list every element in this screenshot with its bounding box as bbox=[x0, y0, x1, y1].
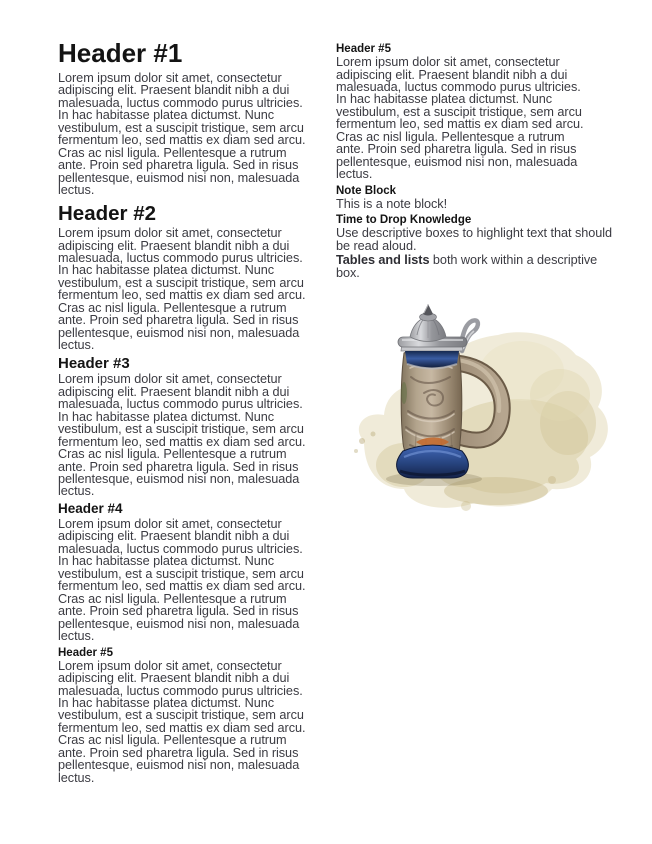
paragraph: Lorem ipsum dolor sit amet, consectetur adipiscing elit. Praesent blandit nibh a dui malesuada, luctus commodo purus ultricies. In hac habitasse platea dictumst. Nunc vestibulum, est a suscipit tristique, sem arcu fermentum leo, sed mattis ex diam sed arcu. Cras ac nisl ligula. Pellentesque a rutrum ante. Proin sed pharetra ligula. Sed in risus pellentesque, euismod nisi non, malesuada lectus. bbox=[58, 658, 306, 785]
heading-2: Header #2 bbox=[58, 201, 157, 225]
section-header-2 bbox=[58, 203, 312, 352]
right-column bbox=[336, 40, 613, 280]
section-header-1 bbox=[58, 40, 312, 197]
knowledge-label: Time to Drop Knowledge bbox=[336, 214, 472, 227]
watercolor-wash bbox=[354, 332, 608, 511]
heading-1: Header #1 bbox=[58, 38, 183, 68]
tables-sentence bbox=[336, 254, 614, 279]
note-block-text: This is a note block! bbox=[336, 196, 448, 211]
beer-stein-svg bbox=[346, 293, 622, 517]
section-header-5 bbox=[58, 647, 312, 785]
heading-4: Header #4 bbox=[58, 500, 123, 516]
stein-lid bbox=[398, 304, 467, 347]
section-header-3 bbox=[58, 356, 312, 498]
paragraph: Lorem ipsum dolor sit amet, consectetur adipiscing elit. Praesent blandit nibh a dui malesuada, luctus commodo purus ultricies. In hac habitasse platea dictumst. Nunc vestibulum, est a suscipit tristique, sem arcu fermentum leo, sed mattis ex diam sed arcu. Cras ac nisl ligula. Pellentesque a rutrum ante. Proin sed pharetra ligula. Sed in risus pellentesque, euismod nisi non, malesuada lectus. bbox=[336, 55, 584, 182]
stein-illustration bbox=[346, 293, 622, 517]
paragraph: Lorem ipsum dolor sit amet, consectetur adipiscing elit. Praesent blandit nibh a dui malesuada, luctus commodo purus ultricies. In hac habitasse platea dictumst. Nunc vestibulum, est a suscipit tristique, sem arcu fermentum leo, sed mattis ex diam sed arcu. Cras ac nisl ligula. Pellentesque a rutrum ante. Proin sed pharetra ligula. Sed in risus pellentesque, euismod nisi non, malesuada lectus. bbox=[58, 517, 306, 644]
heading-5: Header #5 bbox=[336, 43, 391, 55]
tables-sentence-bold: Tables and lists bbox=[336, 253, 430, 268]
heading-5: Header #5 bbox=[58, 646, 113, 659]
section-header-5-right bbox=[336, 43, 591, 181]
section-header-4 bbox=[58, 502, 312, 643]
left-column bbox=[58, 40, 312, 784]
paragraph: Lorem ipsum dolor sit amet, consectetur adipiscing elit. Praesent blandit nibh a dui malesuada, luctus commodo purus ultricies. In hac habitasse platea dictumst. Nunc vestibulum, est a suscipit tristique, sem arcu fermentum leo, sed mattis ex diam sed arcu. Cras ac nisl ligula. Pellentesque a rutrum ante. Proin sed pharetra ligula. Sed in risus pellentesque, euismod nisi non, malesuada lectus. bbox=[58, 372, 306, 499]
note-block-label: Note Block bbox=[336, 184, 397, 197]
paragraph: Lorem ipsum dolor sit amet, consectetur adipiscing elit. Praesent blandit nibh a dui malesuada, luctus commodo purus ultricies. In hac habitasse platea dictumst. Nunc vestibulum, est a suscipit tristique, sem arcu fermentum leo, sed mattis ex diam sed arcu. Cras ac nisl ligula. Pellentesque a rutrum ante. Proin sed pharetra ligula. Sed in risus pellentesque, euismod nisi non, malesuada lectus. bbox=[58, 226, 306, 353]
paragraph: Lorem ipsum dolor sit amet, consectetur adipiscing elit. Praesent blandit nibh a dui malesuada, luctus commodo purus ultricies. In hac habitasse platea dictumst. Nunc vestibulum, est a suscipit tristique, sem arcu fermentum leo, sed mattis ex diam sed arcu. Cras ac nisl ligula. Pellentesque a rutrum ante. Proin sed pharetra ligula. Sed in risus pellentesque, euismod nisi non, malesuada lectus. bbox=[58, 71, 306, 198]
tables-sentence-rest: both work within a descriptive box. bbox=[336, 253, 598, 280]
green-accent bbox=[401, 382, 407, 404]
stein-base bbox=[397, 445, 469, 478]
knowledge-text: Use descriptive boxes to highlight text that should be read aloud. bbox=[336, 226, 613, 253]
heading-3: Header #3 bbox=[58, 354, 130, 372]
